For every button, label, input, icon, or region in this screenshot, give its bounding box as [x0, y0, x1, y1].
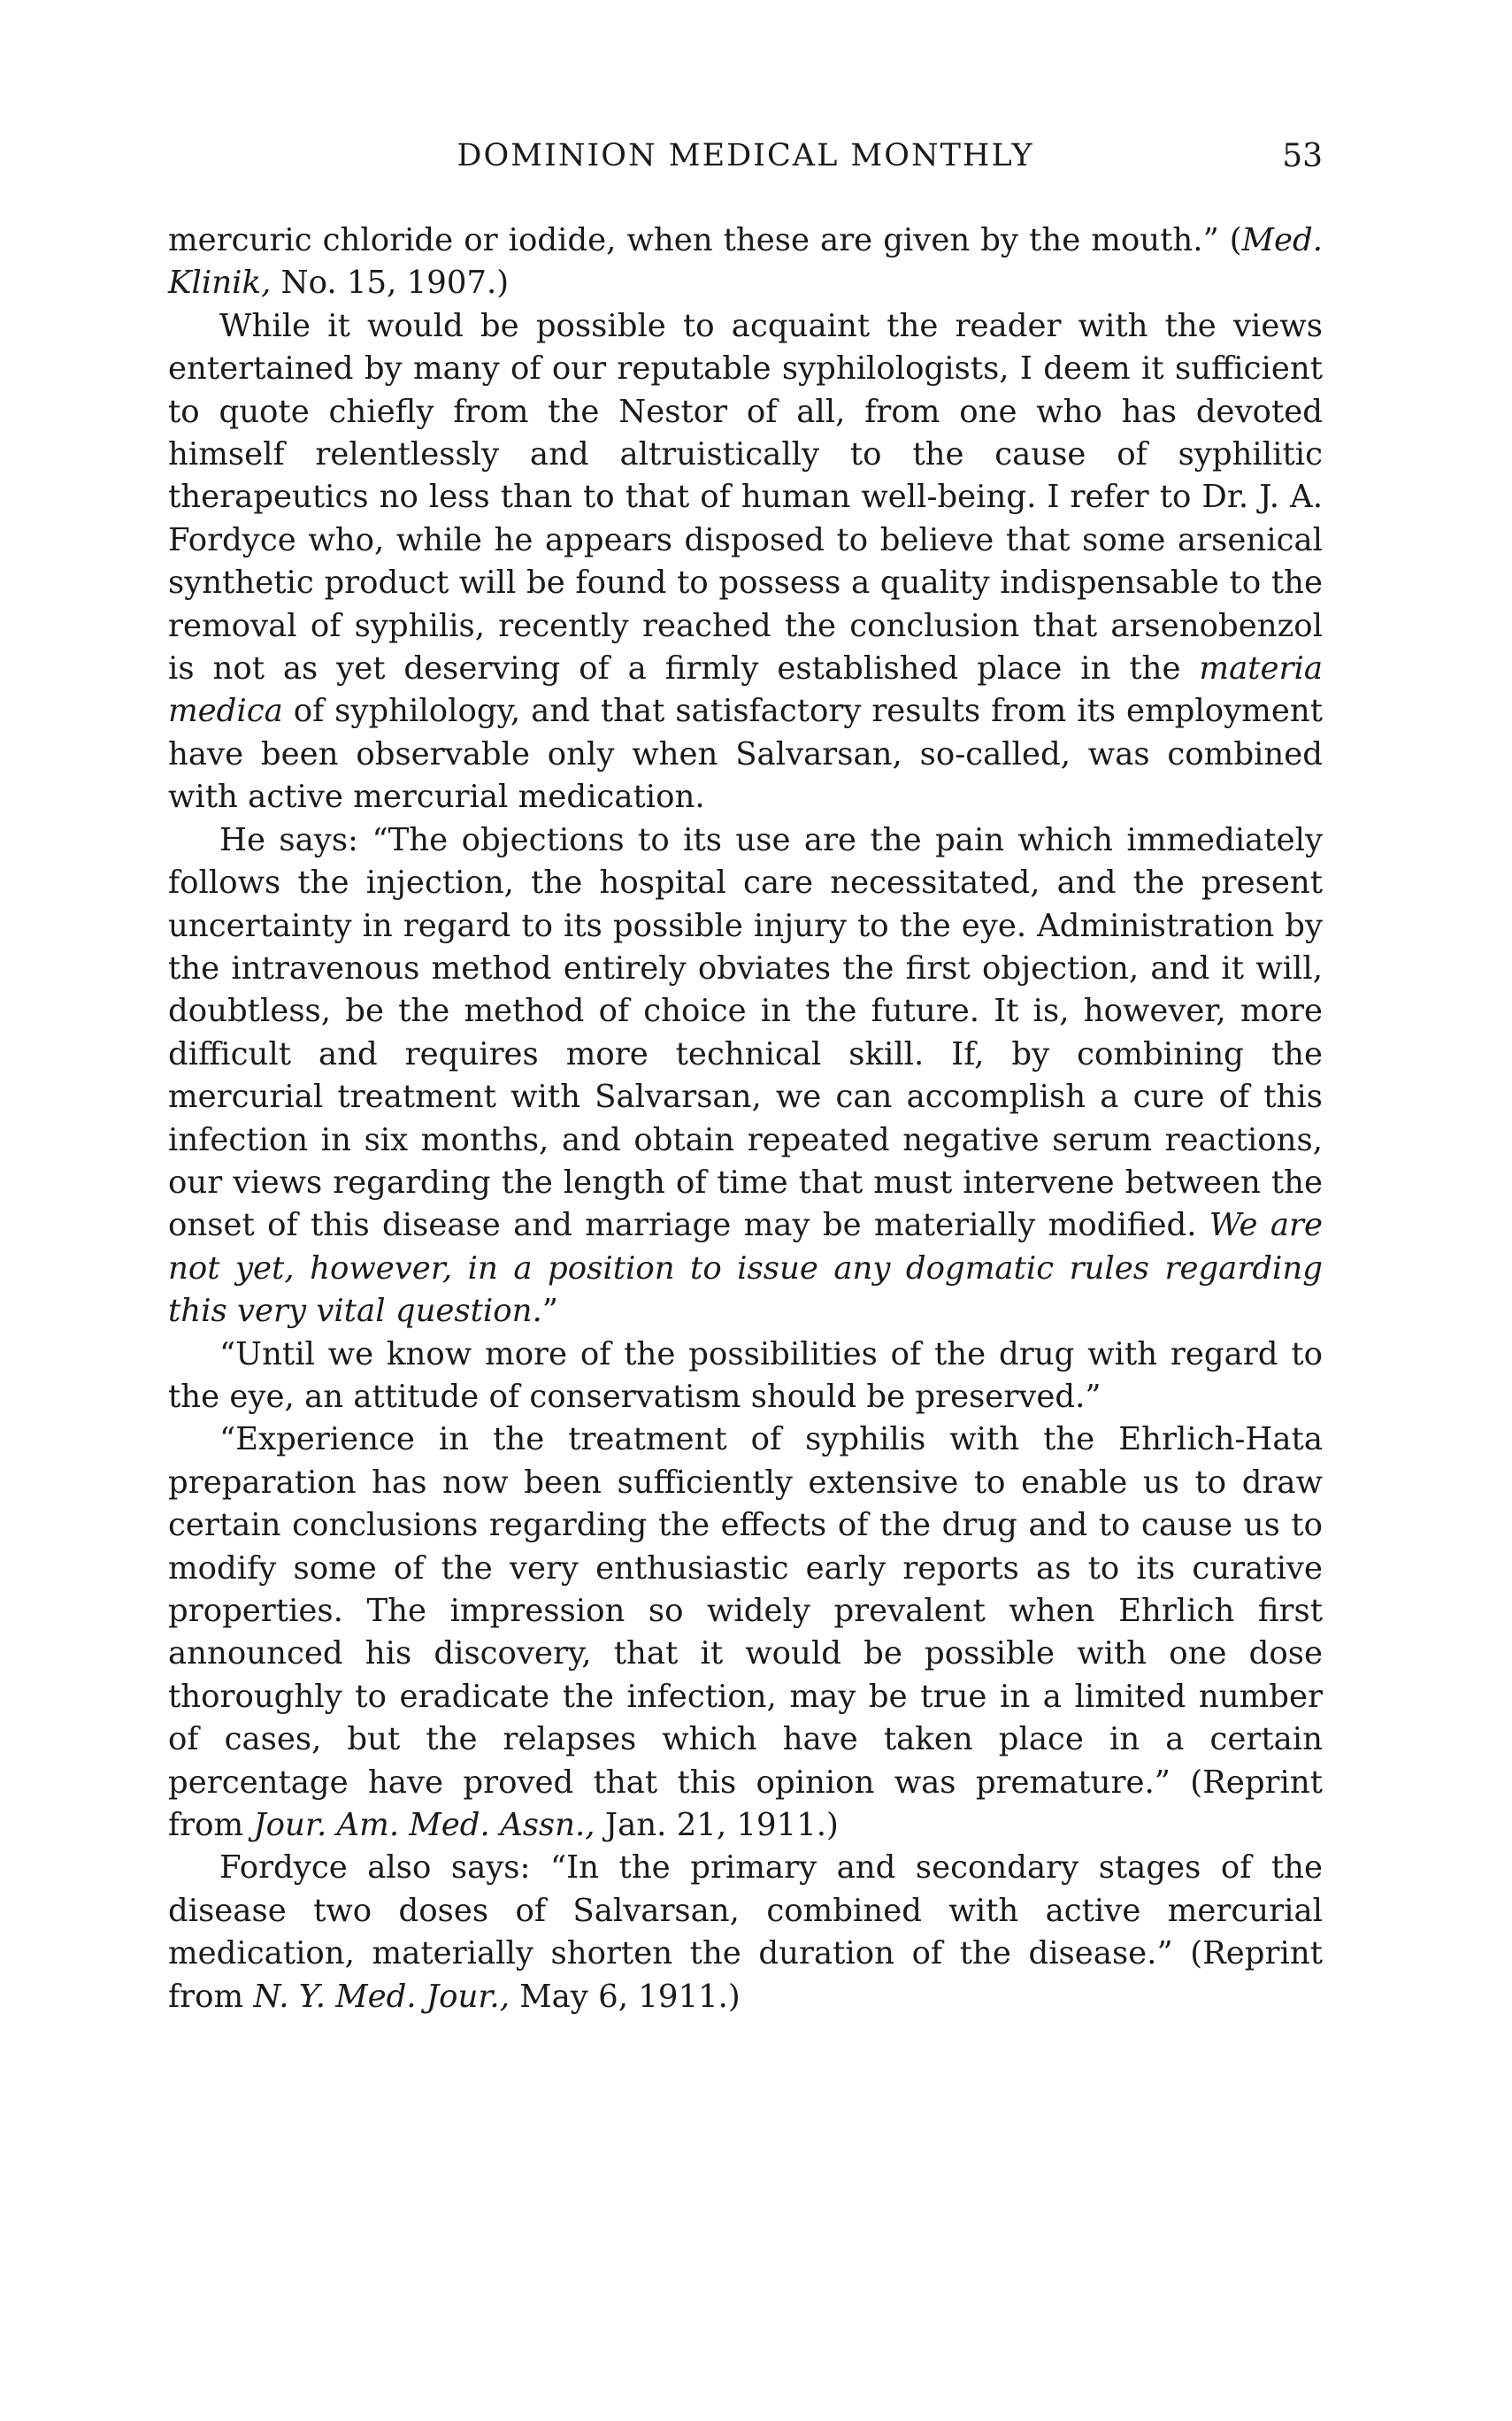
text-run: He says: “The objections to its use are the pain which immediately follows the injection, the hospital care necessitated, and the present uncertainty in regard to its possible injury to the eye. Administration by the intravenous method entirely obviates the first objection, and it will, doubtless, be the method of choice in the future. It is, however, more difficult and requires more technical skill. If, by combining the mercurial treatment with Salvarsan, we can accomplish a cure of this infection in six months, and obtain repeated negative serum reactions, our views regarding the length of time that must intervene between the onset of this disease and marriage may be materially modified.	[168, 821, 1323, 1244]
italic-text-run: materia medica	[168, 650, 1323, 730]
text-run: Fordyce also says: “In the primary and secondary stages of the disease two doses of Salvarsan, combined with active mercurial medication, materially shorten the duration of the disease.” (Reprint from	[168, 1849, 1323, 2015]
article-body	[168, 219, 1323, 2018]
text-run: ”	[541, 1293, 558, 1330]
page-number: 53	[1282, 138, 1323, 174]
text-run: May 6, 1911.)	[509, 1978, 741, 2015]
body-paragraph	[168, 1418, 1323, 1847]
body-paragraph	[168, 1333, 1323, 1419]
text-run: of syphilology, and that satisfactory results from its employment have been observable only when Salvarsan, so-called, was combined with active mercurial medication.	[168, 693, 1323, 816]
italic-text-run: Jour. Am. Med. Assn.,	[253, 1807, 595, 1844]
body-paragraph	[168, 819, 1323, 1333]
page-header	[168, 133, 1323, 186]
body-paragraph	[168, 219, 1323, 305]
text-run: Jan. 21, 1911.)	[595, 1807, 839, 1844]
text-run: mercuric chloride or iodide, when these are given by the mouth.” (	[168, 222, 1242, 258]
body-paragraph	[168, 305, 1323, 819]
italic-text-run: Med. Klinik,	[168, 222, 1323, 302]
body-paragraph	[168, 1847, 1323, 2018]
italic-text-run: We are not yet, however, in a position to issue any dogmatic rules regarding this very vital question.	[168, 1207, 1323, 1330]
running-title: DOMINION MEDICAL MONTHLY	[457, 138, 1034, 173]
text-run: While it would be possible to acquaint the reader with the views entertained by many of our reputable syphilologists, I deem it sufficient to quote chiefly from the Nestor of all, from one who has devoted himself relentlessly and altruistically to the cause of syphilitic therapeutics no less than to that of human well-being. I refer to Dr. J. A. Fordyce who, while he appears disposed to believe that some arsenical synthetic product will be found to possess a quality indispensable to the removal of syphilis, recently reached the conclusion that arsenobenzol is not as yet deserving of a firmly established place in the	[168, 307, 1323, 688]
text-run: No. 15, 1907.)	[271, 265, 510, 302]
italic-text-run: N. Y. Med. Jour.,	[253, 1978, 510, 2015]
text-run: “Until we know more of the possibilities of the drug with regard to the eye, an attitude of conservatism should be preserved.”	[168, 1335, 1323, 1415]
text-run: “Experience in the treatment of syphilis with the Ehrlich-Hata preparation has now been sufficiently extensive to enable us to draw certain conclusions regarding the effects of the drug and to cause us to modify some of the very enthusiastic early reports as to its curative properties. The impression so widely prevalent when Ehrlich first announced his discovery, that it would be possible with one dose thoroughly to eradicate the infection, may be true in a limited number of cases, but the relapses which have taken place in a certain percentage have proved that this opinion was premature.” (Reprint from	[168, 1421, 1323, 1844]
